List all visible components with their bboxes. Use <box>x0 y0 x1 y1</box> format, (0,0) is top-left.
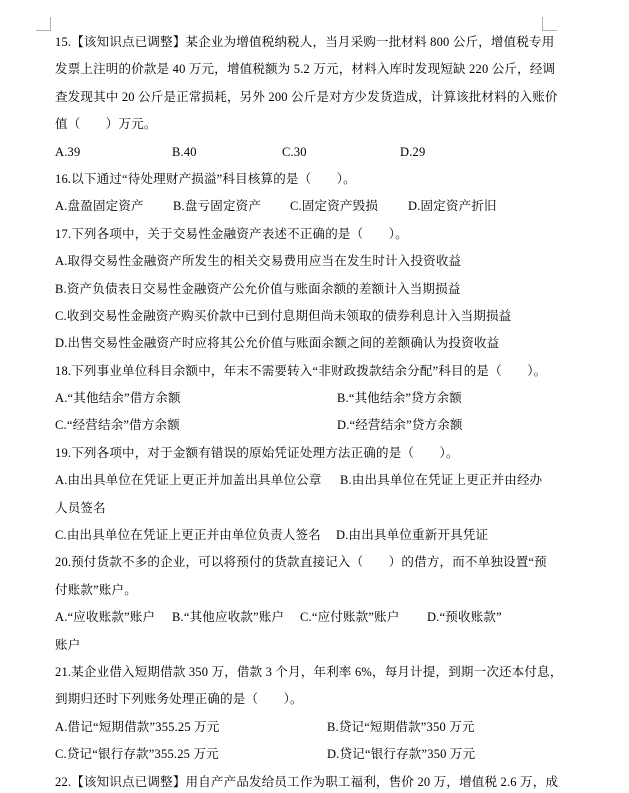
question-18-option-c: C.“经营结余”借方余额 <box>55 418 180 433</box>
question-21-options-row-1 <box>55 714 555 741</box>
question-19-option-a: A.由出具单位在凭证上更正并加盖出具单位公章 <box>55 473 322 488</box>
question-15-stem-line-2: 发票上注明的价款是 40 万元，增值税额为 5.2 万元，材料入库时发现短缺 220 公斤，经调 <box>55 62 556 77</box>
question-16-option-d: D.固定资产折旧 <box>408 199 497 214</box>
question-15-stem-line-1: 15.【该知识点已调整】某企业为增值税纳税人，当月采购一批材料 800 公斤，增值税专用 <box>55 35 555 49</box>
question-15-options-row <box>55 139 555 166</box>
question-17-option-a: A.取得交易性金融资产所发生的相关交易费用应当在发生时计入投资收益 <box>55 254 462 269</box>
question-18-stem: 18.下列事业单位科目余额中，年末不需要转入“非财政拨款结余分配”科目的是（ ）。 <box>55 363 547 378</box>
question-17-option-c: C.收到交易性金融资产购买价款中已到付息期但尚未领取的债券利息计入当期损益 <box>55 308 512 323</box>
question-15-option-d: D.29 <box>400 144 426 159</box>
crop-mark-top-left <box>36 17 51 31</box>
question-19-option-d: D.由出具单位重新开具凭证 <box>336 528 489 543</box>
question-20-option-d-part-2: 账户 <box>55 637 81 652</box>
question-20-stem-line-2: 付账款”账户。 <box>55 582 137 597</box>
question-17-option-d: D.出售交易性金融资产时应将其公允价值与账面余额之间的差额确认为投资收益 <box>55 336 500 351</box>
question-15-option-b: B.40 <box>172 144 197 159</box>
question-18-option-b: B.“其他结余”贷方余额 <box>337 391 462 406</box>
question-21-option-c: C.贷记“银行存款”355.25 万元 <box>55 747 219 762</box>
question-19-option-b-part-2: 人员签名 <box>55 500 106 515</box>
question-17-stem: 17.下列各项中，关于交易性金融资产表述不正确的是（ ）。 <box>55 226 408 241</box>
question-20-option-a: A.“应收账款”账户 <box>55 610 156 625</box>
question-19-option-b-part-1: B.由出具单位在凭证上更正并由经办 <box>340 473 543 488</box>
question-16-stem: 16.以下通过“待处理财产损溢”科目核算的是（ ）。 <box>55 171 356 186</box>
question-20-option-b: B.“其他应收款”账户 <box>172 610 285 625</box>
question-21-options-row-2 <box>55 741 555 768</box>
question-15-option-c: C.30 <box>282 144 307 159</box>
question-19-options-row-1 <box>55 467 555 494</box>
question-21-stem-line-1: 21.某企业借入短期借款 350 万，借款 3 个月，年利率 6%，每月计提，到期一次还本付息， <box>55 664 563 679</box>
question-18-options-row-2 <box>55 412 555 439</box>
question-20-options-row <box>55 604 555 631</box>
question-18-option-a: A.“其他结余”借方余额 <box>55 391 181 406</box>
question-21-stem-line-2: 到期归还时下列账务处理正确的是（ ）。 <box>55 692 303 707</box>
question-20-stem-line-1: 20.预付货款不多的企业，可以将预付的货款直接记入（ ）的借方，而不单独设置“预 <box>55 555 547 570</box>
question-17-option-b: B.资产负债表日交易性金融资产公允价值与账面余额的差额计入当期损益 <box>55 281 461 296</box>
question-21-option-d: D.贷记“银行存款”350 万元 <box>327 747 476 762</box>
question-18-option-d: D.“经营结余”贷方余额 <box>337 418 463 433</box>
question-15-stem-line-3: 查发现其中 20 公斤是正常损耗，另外 200 公斤是对方少发货造成，计算该批材料的入账价 <box>55 89 558 104</box>
question-20-option-c: C.“应付账款”账户 <box>300 610 400 625</box>
question-16-option-b: B.盘亏固定资产 <box>173 199 262 214</box>
question-16-option-a: A.盘盈固定资产 <box>55 199 144 214</box>
question-20-option-d-part-1: D.“预收账款” <box>427 610 502 625</box>
question-21-option-b: B.贷记“短期借款”350 万元 <box>327 719 475 734</box>
document-content <box>55 29 563 793</box>
question-15-stem-line-4: 值（ ）万元。 <box>55 117 157 132</box>
question-16-options-row <box>55 193 555 220</box>
question-19-option-c: C.由出具单位在凭证上更正并由单位负责人签名 <box>55 528 321 543</box>
question-18-options-row-1 <box>55 385 555 412</box>
question-15-option-a: A.39 <box>55 144 81 159</box>
question-19-stem: 19.下列各项中，对于金额有错误的原始凭证处理方法正确的是（ ）。 <box>55 445 459 460</box>
question-21-option-a: A.借记“短期借款”355.25 万元 <box>55 719 220 734</box>
question-19-options-row-2 <box>55 522 555 549</box>
question-22-stem-line-1: 22.【该知识点已调整】用自产产品发给员工作为职工福利，售价 20 万，增值税 2.6 万，成 <box>55 774 559 789</box>
question-16-option-c: C.固定资产毁损 <box>290 199 379 214</box>
